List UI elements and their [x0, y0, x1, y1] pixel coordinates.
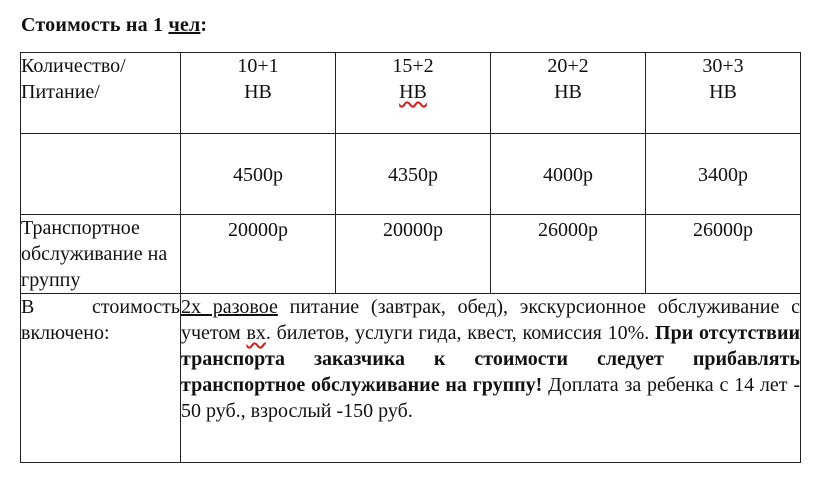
- header-label-cell: [21, 53, 181, 134]
- included-row-label: В стоимость включено:: [21, 294, 181, 463]
- header-col-4: [646, 53, 801, 134]
- price-cell-3: 4000р: [491, 134, 646, 215]
- price-cell-1: 4500р: [181, 134, 336, 215]
- price-table: [20, 52, 801, 463]
- transport-cell-1: 20000р: [181, 215, 336, 294]
- desc-underlined: 2х разовое: [181, 296, 278, 318]
- included-row: [21, 294, 801, 463]
- transport-cell-2: 20000р: [336, 215, 491, 294]
- header-col-2: [336, 53, 491, 134]
- desc-part-3: Доплата за ребенка с 14 лет - 50 руб., взрослый -150 руб.: [181, 374, 800, 422]
- included-description: [181, 294, 801, 463]
- header-row: [21, 53, 801, 134]
- title-colon: :: [200, 14, 208, 36]
- transport-cell-3: 26000р: [491, 215, 646, 294]
- header-quantity: 15+2: [392, 55, 434, 77]
- transport-row-label: Транспортное обслуживание на группу: [21, 215, 181, 294]
- desc-part-1: питание (завтрак, обед), экскурсионное обслуживание с учетом: [181, 296, 801, 344]
- page-title: [21, 14, 207, 37]
- header-meal: HB: [709, 81, 737, 103]
- desc-part-2: . билетов, услуги гида, квест, комиссия 10%.: [265, 322, 656, 344]
- desc-bold-note: При отсутствии транспорта заказчика к стоимости следует прибавлять транспортное обслуживание на группу!: [181, 322, 800, 396]
- transport-cell-4: 26000р: [646, 215, 801, 294]
- header-meal: HB: [399, 81, 427, 103]
- header-quantity: 30+3: [702, 55, 744, 77]
- header-quantity: 20+2: [547, 55, 589, 77]
- header-meal: HB: [554, 81, 582, 103]
- desc-wavy-word: вх: [246, 322, 266, 344]
- header-label-quantity: Количество/: [21, 55, 126, 77]
- title-text: Стоимость на 1: [21, 14, 169, 36]
- header-label-meal: Питание/: [21, 81, 100, 103]
- price-cell-2: 4350р: [336, 134, 491, 215]
- header-quantity: 10+1: [237, 55, 279, 77]
- price-row-label: [21, 134, 181, 215]
- header-meal: HB: [244, 81, 272, 103]
- price-cell-4: 3400р: [646, 134, 801, 215]
- price-row: [21, 134, 801, 215]
- header-col-3: [491, 53, 646, 134]
- header-col-1: [181, 53, 336, 134]
- title-underlined-word: чел: [168, 14, 201, 36]
- transport-row: [21, 215, 801, 294]
